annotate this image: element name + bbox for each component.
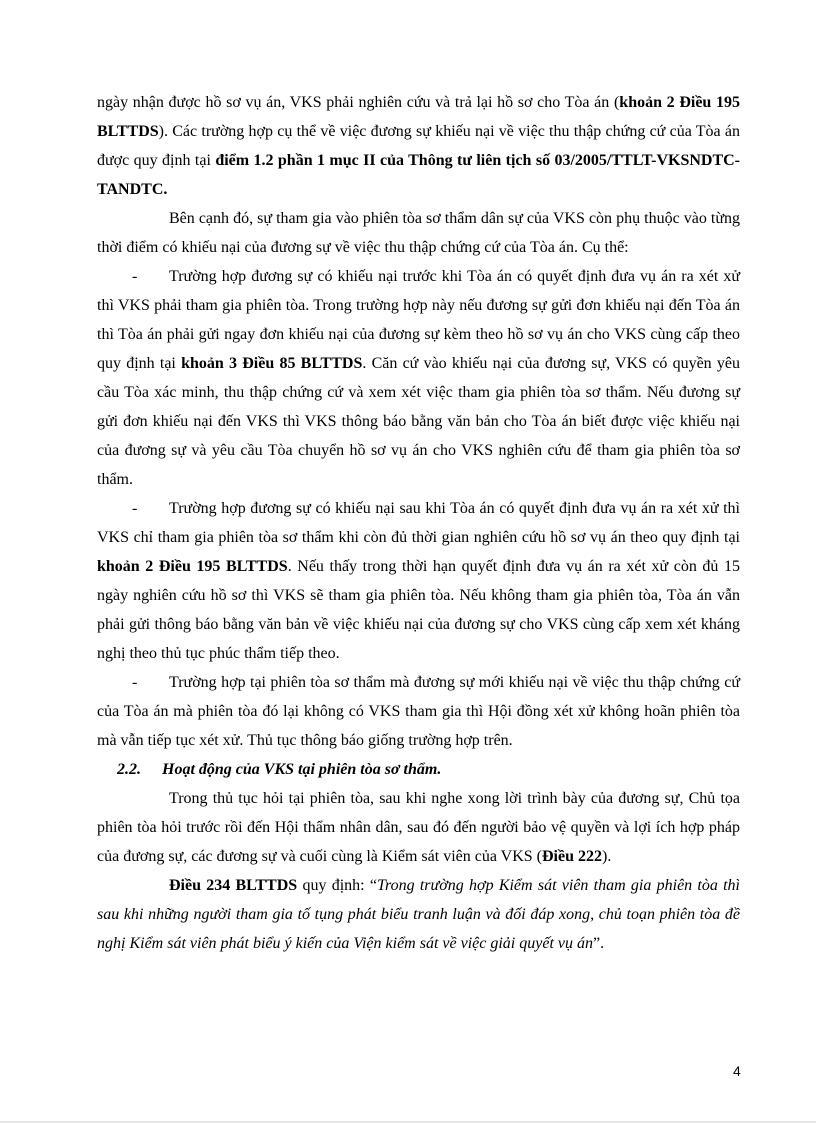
text-run: ). Các trường hợp cụ thể về việc đương sự khiếu nại về việc thu thập chứng cứ của Tòa án được quy định tại	[97, 123, 740, 169]
text-run: Trường hợp đương sự có khiếu nại sau khi Tòa án có quyết định đưa vụ án ra xét xử thì VKS chỉ tham gia phiên tòa sơ thẩm khi còn đủ thời gian nghiên cứu hồ sơ vụ án theo quy định tại	[97, 500, 740, 546]
italic-quote: Trong trường hợp Kiểm sát viên tham gia phiên tòa thì sau khi những người tham gia tố tụng phát biểu tranh luận và đối đáp xong, chủ toạn phiên tòa đề nghị Kiểm sát viên phát biểu ý kiến của Viện kiểm sát về việc giải quyết vụ án	[97, 877, 741, 952]
text-run: ).	[601, 848, 612, 865]
document-body	[97, 88, 740, 958]
bold-citation: khoản 3 Điều 85 BLTTDS	[181, 355, 363, 372]
text-run: Trường hợp tại phiên tòa sơ thẩm mà đương sự mới khiếu nại về việc thu thập chứng cứ của Tòa án mà phiên tòa đó lại không có VKS tham gia thì Hội đồng xét xử không hoãn phiên tòa mà vẫn tiếp tục xét xử. Thủ tục thông báo giống trường hợp trên.	[97, 674, 740, 749]
section-number: 2.2.	[117, 761, 141, 778]
text-run: . Nếu thấy trong thời hạn quyết định đưa vụ án ra xét xử còn đủ 15 ngày nghiên cứu hồ sơ thì VKS sẽ tham gia phiên tòa. Nếu không tham gia phiên tòa, Tòa án vẫn phải gửi thông báo bằng văn bản về việc khiếu nại của đương sự cho VKS cùng cấp xem xét kháng nghị theo thủ tục phúc thẩm tiếp theo.	[97, 558, 740, 662]
bold-citation: khoản 2 Điều 195 BLTTDS	[97, 94, 740, 140]
text-run: . Căn cứ vào khiếu nại của đương sự, VKS có quyền yêu cầu Tòa xác minh, thu thập chứng cứ và xem xét việc tham gia phiên tòa sơ thẩm. Nếu đương sự gửi đơn khiếu nại đến VKS thì VKS thông báo bằng văn bản cho Tòa án biết được việc khiếu nại của đương sự và yêu cầu Tòa chuyển hồ sơ vụ án cho VKS nghiên cứu để tham gia phiên tòa sơ thẩm.	[97, 355, 741, 488]
paragraph	[97, 88, 740, 204]
bold-citation: điểm 1.2 phần 1 mục II của Thông tư liên tịch số 03/2005/TTLT-VKSNDTC-TANDTC.	[97, 152, 741, 198]
paragraph	[97, 871, 740, 958]
list-dash: -	[132, 674, 138, 691]
section-title: Hoạt động của VKS tại phiên tòa sơ thẩm.	[162, 761, 442, 778]
bold-citation: khoản 2 Điều 195 BLTTDS	[97, 558, 288, 575]
list-item	[97, 494, 740, 668]
list-item	[97, 668, 740, 755]
text-run: quy định: “	[297, 877, 377, 894]
page-number: 4	[733, 1063, 741, 1079]
list-item	[97, 262, 740, 494]
section-heading	[117, 755, 740, 784]
bold-citation: Điều 234 BLTTDS	[169, 877, 298, 894]
text-run: Trường hợp đương sự có khiếu nại trước khi Tòa án có quyết định đưa vụ án ra xét xử thì VKS phải tham gia phiên tòa. Trong trường hợp này nếu đương sự gửi đơn khiếu nại đến Tòa án thì Tòa án phải gửi ngay đơn khiếu nại của đương sự kèm theo hồ sơ vụ án cho VKS cùng cấp theo quy định tại	[97, 268, 740, 372]
text-run: Trong thủ tục hỏi tại phiên tòa, sau khi nghe xong lời trình bày của đương sự, Chủ tọa phiên tòa hỏi trước rồi đến Hội thẩm nhân dân, sau đó đến người bảo vệ quyền và lợi ích hợp pháp của đương sự, các đương sự và cuối cùng là Kiểm sát viên của VKS (	[97, 790, 740, 865]
list-dash: -	[132, 268, 138, 285]
paragraph	[97, 784, 740, 871]
text-run: ngày nhận được hồ sơ vụ án, VKS phải nghiên cứu và trả lại hồ sơ cho Tòa án (	[97, 94, 620, 111]
text-run: Bên cạnh đó, sự tham gia vào phiên tòa sơ thẩm dân sự của VKS còn phụ thuộc vào từng thời điểm có khiếu nại của đương sự về việc thu thập chứng cứ của Tòa án. Cụ thể:	[97, 210, 740, 256]
bold-citation: Điều 222	[541, 848, 602, 865]
text-run: ”.	[592, 935, 605, 952]
list-dash: -	[132, 500, 138, 517]
paragraph	[97, 204, 740, 262]
